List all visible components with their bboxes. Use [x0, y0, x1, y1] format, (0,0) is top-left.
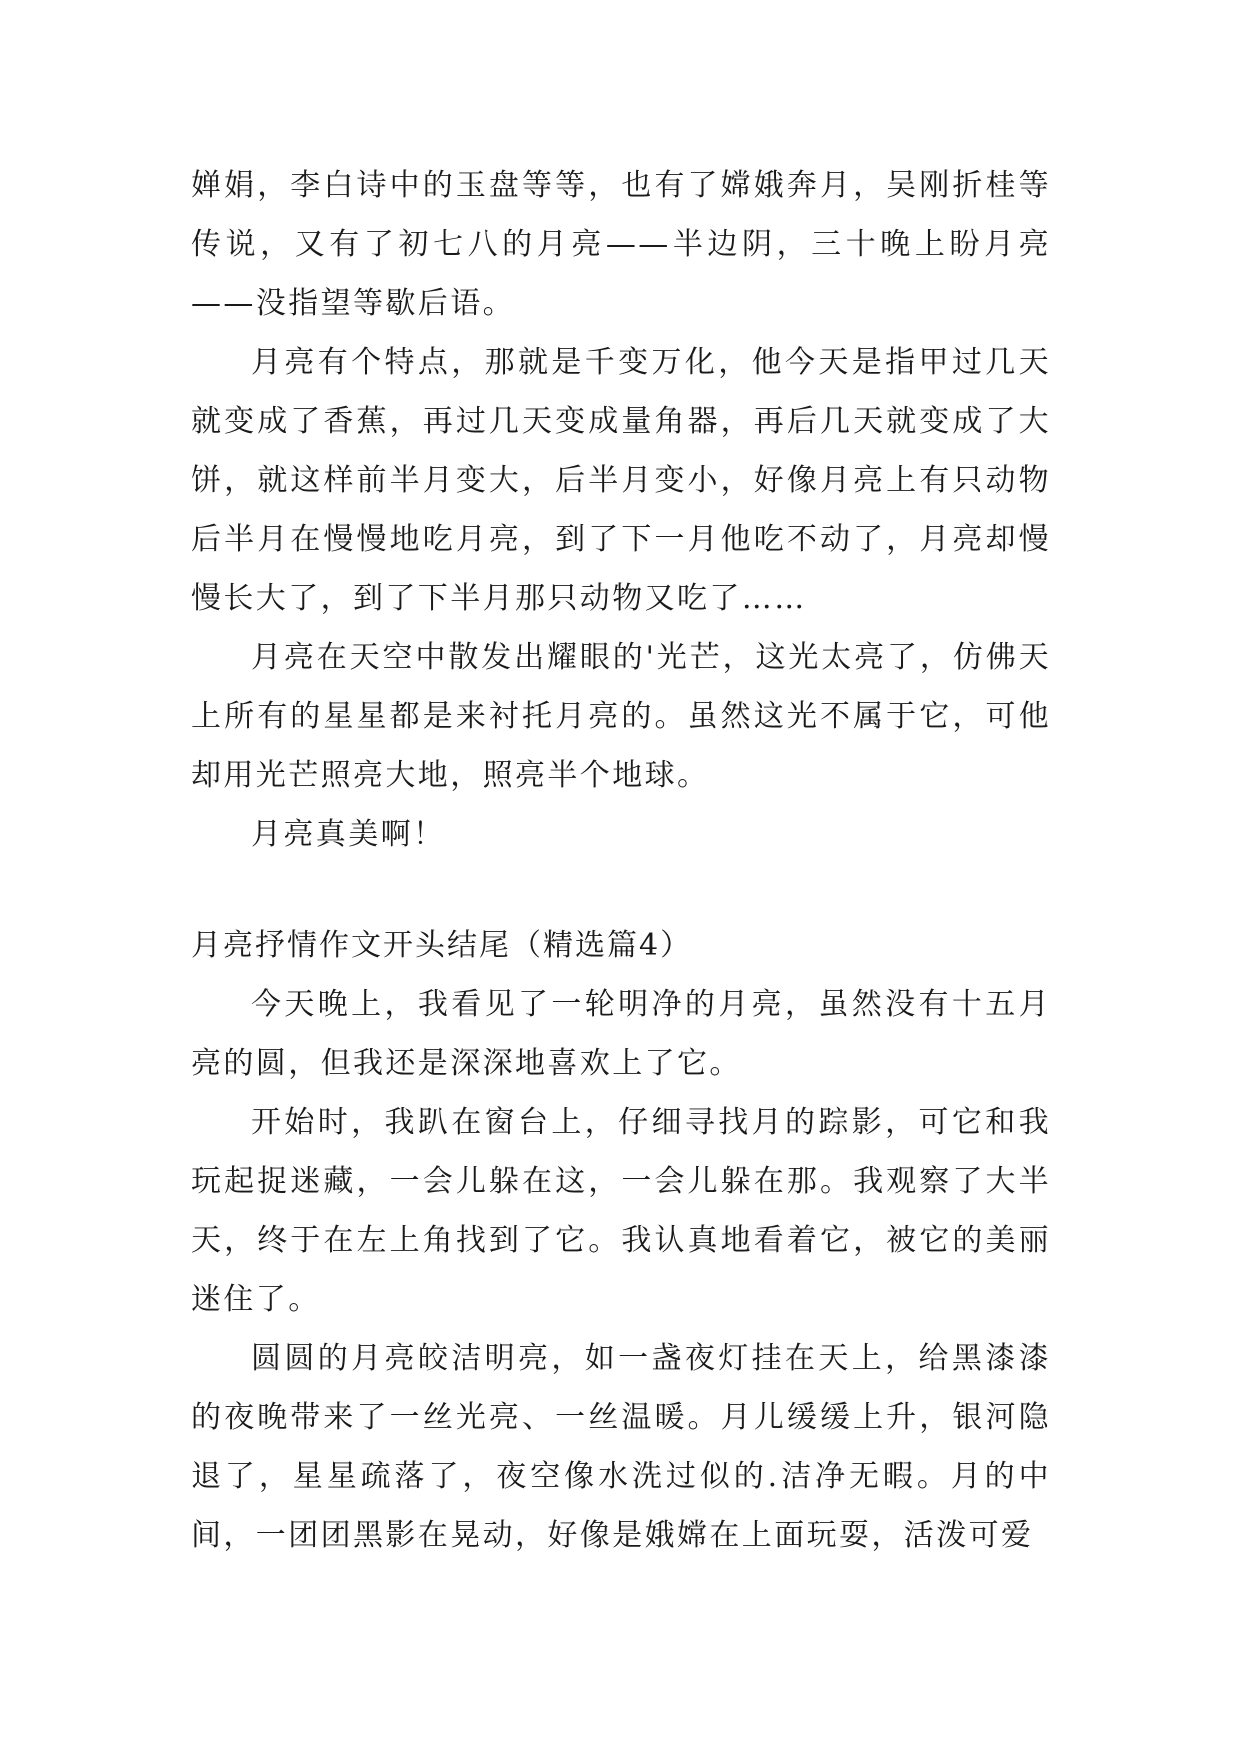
paragraph-continued: 婵娟，李白诗中的玉盘等等，也有了嫦娥奔月，吴刚折桂等传说，又有了初七八的月亮——半边阴，三十晚上盼月亮——没指望等歇后语。 [191, 168, 1051, 321]
paragraph: 月亮真美啊！ [251, 817, 446, 852]
paragraph: 月亮在天空中散发出耀眼的'光芒，这光太亮了，仿佛天上所有的星星都是来衬托月亮的。虽然这光不属于它，可他却用光芒照亮大地，照亮半个地球。 [191, 640, 1051, 793]
paragraph: 开始时，我趴在窗台上，仔细寻找月的踪影，可它和我玩起捉迷藏，一会儿躲在这，一会儿躲在那。我观察了大半天，终于在左上角找到了它。我认真地看着它，被它的美丽迷住了。 [191, 1105, 1051, 1317]
paragraph: 月亮有个特点，那就是千变万化，他今天是指甲过几天就变成了香蕉，再过几天变成量角器，再后几天就变成了大饼，就这样前半月变大，后半月变小，好像月亮上有只动物后半月在慢慢地吃月亮，到了下一月他吃不动了，月亮却慢慢长大了，到了下半月那只动物又吃了…… [191, 345, 1051, 616]
section-heading: 月亮抒情作文开头结尾（精选篇4） [191, 928, 693, 963]
paragraph: 今天晚上，我看见了一轮明净的月亮，虽然没有十五月亮的圆，但我还是深深地喜欢上了它。 [191, 987, 1051, 1081]
paragraph: 圆圆的月亮皎洁明亮，如一盏夜灯挂在天上，给黑漆漆的夜晚带来了一丝光亮、一丝温暖。月儿缓缓上升，银河隐退了，星星疏落了，夜空像水洗过似的.洁净无暇。月的中间，一团团黑影在晃动，好像是娥嫦在上面玩耍，活泼可爱 [191, 1341, 1051, 1553]
article-body [191, 156, 1051, 1565]
